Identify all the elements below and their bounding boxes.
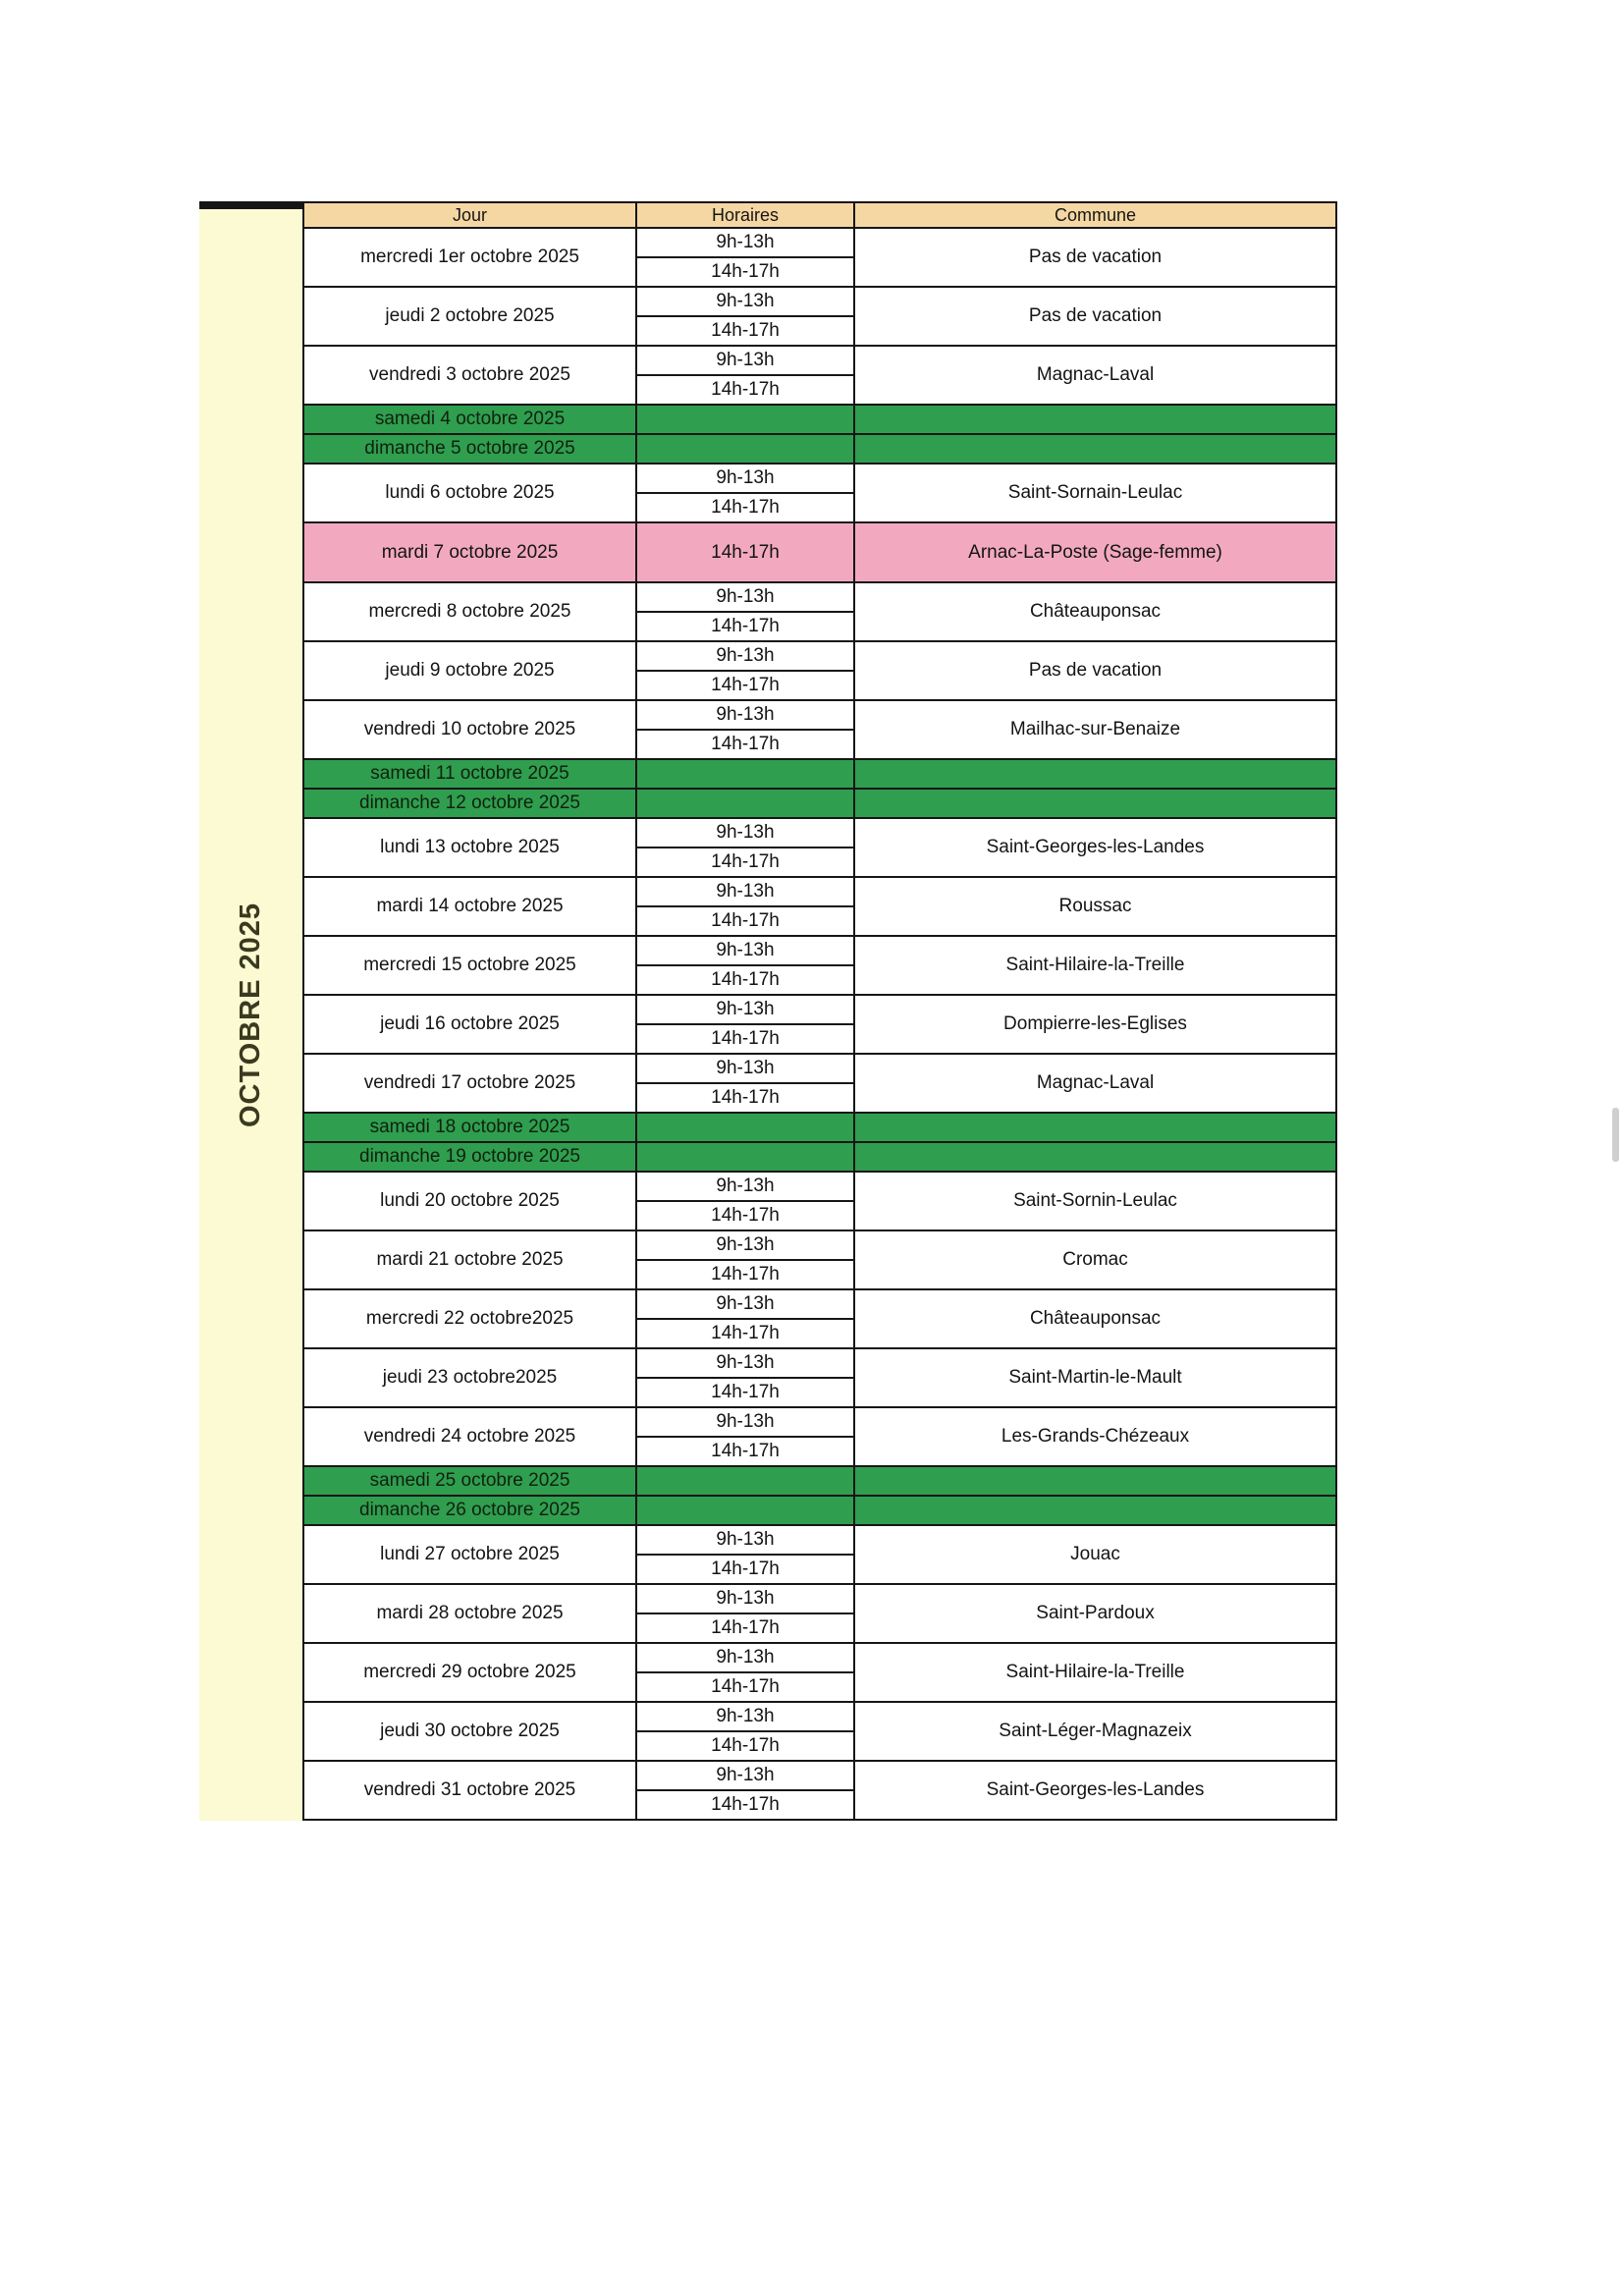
horaire-cell: 14h-17h [636,1378,854,1407]
jour-cell: jeudi 16 octobre 2025 [303,995,636,1054]
commune-cell: Jouac [854,1525,1336,1584]
horaire-cell: 9h-13h [636,1348,854,1378]
commune-cell: Saint-Sornain-Leulac [854,464,1336,522]
horaire-cell: 14h-17h [636,1319,854,1348]
jour-cell: jeudi 30 octobre 2025 [303,1702,636,1761]
month-sidebar [199,201,302,1821]
table-row [303,228,1336,257]
commune-cell [854,405,1336,434]
jour-cell: mardi 7 octobre 2025 [303,522,636,582]
special-row [303,522,1336,582]
commune-cell [854,1113,1336,1142]
jour-cell: mercredi 8 octobre 2025 [303,582,636,641]
scan-artifact [1612,1108,1619,1162]
horaire-cell: 14h-17h [636,493,854,522]
horaire-cell: 14h-17h [636,1260,854,1289]
table-row [303,1702,1336,1731]
jour-cell: mercredi 1er octobre 2025 [303,228,636,287]
horaire-cell: 9h-13h [636,1761,854,1790]
commune-cell [854,1496,1336,1525]
horaire-cell: 14h-17h [636,730,854,759]
horaire-cell [636,1466,854,1496]
horaire-cell [636,434,854,464]
horaire-cell: 9h-13h [636,1407,854,1437]
horaire-cell: 9h-13h [636,1702,854,1731]
table-row [303,877,1336,906]
horaire-cell: 9h-13h [636,464,854,493]
horaire-cell: 9h-13h [636,995,854,1024]
horaire-cell: 9h-13h [636,1172,854,1201]
horaire-cell: 14h-17h [636,1437,854,1466]
horaire-cell: 9h-13h [636,287,854,316]
commune-cell: Pas de vacation [854,228,1336,287]
weekend-row [303,759,1336,789]
commune-cell: Châteauponsac [854,582,1336,641]
jour-cell: vendredi 24 octobre 2025 [303,1407,636,1466]
commune-cell: Arnac-La-Poste (Sage-femme) [854,522,1336,582]
horaire-cell [636,1113,854,1142]
horaire-cell: 14h-17h [636,906,854,936]
schedule-document [199,201,1337,1821]
table-row [303,287,1336,316]
horaire-cell: 9h-13h [636,700,854,730]
table-row [303,936,1336,965]
horaire-cell: 14h-17h [636,1731,854,1761]
jour-cell: samedi 18 octobre 2025 [303,1113,636,1142]
table-row [303,818,1336,847]
jour-cell: vendredi 3 octobre 2025 [303,346,636,405]
table-row [303,700,1336,730]
jour-cell: samedi 4 octobre 2025 [303,405,636,434]
horaire-cell [636,1496,854,1525]
horaire-cell: 9h-13h [636,818,854,847]
jour-cell: jeudi 2 octobre 2025 [303,287,636,346]
horaire-cell: 14h-17h [636,522,854,582]
jour-cell: dimanche 5 octobre 2025 [303,434,636,464]
table-row [303,582,1336,612]
commune-cell: Magnac-Laval [854,1054,1336,1113]
jour-cell: dimanche 12 octobre 2025 [303,789,636,818]
jour-cell: jeudi 23 octobre2025 [303,1348,636,1407]
commune-cell [854,1466,1336,1496]
header-horaires: Horaires [636,202,854,228]
jour-cell: samedi 11 octobre 2025 [303,759,636,789]
commune-cell: Saint-Georges-les-Landes [854,818,1336,877]
commune-cell [854,789,1336,818]
weekend-row [303,1142,1336,1172]
table-row [303,641,1336,671]
commune-cell: Magnac-Laval [854,346,1336,405]
jour-cell: vendredi 17 octobre 2025 [303,1054,636,1113]
commune-cell: Mailhac-sur-Benaize [854,700,1336,759]
horaire-cell: 14h-17h [636,1672,854,1702]
weekend-row [303,405,1336,434]
jour-cell: vendredi 10 octobre 2025 [303,700,636,759]
jour-cell: lundi 20 octobre 2025 [303,1172,636,1230]
commune-cell [854,434,1336,464]
commune-cell: Pas de vacation [854,641,1336,700]
commune-cell: Saint-Georges-les-Landes [854,1761,1336,1820]
jour-cell: dimanche 19 octobre 2025 [303,1142,636,1172]
horaire-cell: 14h-17h [636,375,854,405]
horaire-cell: 9h-13h [636,877,854,906]
horaire-cell [636,405,854,434]
table-row [303,1230,1336,1260]
jour-cell: mercredi 22 octobre2025 [303,1289,636,1348]
table-row [303,1584,1336,1613]
horaire-cell: 9h-13h [636,228,854,257]
jour-cell: mardi 14 octobre 2025 [303,877,636,936]
jour-cell: samedi 25 octobre 2025 [303,1466,636,1496]
horaire-cell: 9h-13h [636,582,854,612]
horaire-cell: 14h-17h [636,612,854,641]
jour-cell: lundi 27 octobre 2025 [303,1525,636,1584]
table-row [303,464,1336,493]
schedule-table [302,201,1337,1821]
weekend-row [303,1113,1336,1142]
horaire-cell: 14h-17h [636,1083,854,1113]
jour-cell: jeudi 9 octobre 2025 [303,641,636,700]
horaire-cell: 9h-13h [636,1584,854,1613]
table-row [303,1761,1336,1790]
jour-cell: mercredi 29 octobre 2025 [303,1643,636,1702]
weekend-row [303,789,1336,818]
table-row [303,1172,1336,1201]
table-row [303,1348,1336,1378]
horaire-cell [636,789,854,818]
table-row [303,1054,1336,1083]
horaire-cell: 9h-13h [636,936,854,965]
jour-cell: mardi 21 octobre 2025 [303,1230,636,1289]
horaire-cell: 14h-17h [636,1201,854,1230]
commune-cell [854,1142,1336,1172]
horaire-cell: 14h-17h [636,257,854,287]
horaire-cell: 14h-17h [636,1024,854,1054]
jour-cell: mercredi 15 octobre 2025 [303,936,636,995]
commune-cell: Saint-Sornin-Leulac [854,1172,1336,1230]
month-label: OCTOBRE 2025 [235,902,267,1128]
commune-cell: Saint-Hilaire-la-Treille [854,1643,1336,1702]
horaire-cell: 14h-17h [636,1555,854,1584]
table-row [303,1407,1336,1437]
horaire-cell [636,759,854,789]
commune-cell [854,759,1336,789]
table-row [303,995,1336,1024]
horaire-cell: 9h-13h [636,1230,854,1260]
table-row [303,1643,1336,1672]
horaire-cell: 14h-17h [636,671,854,700]
commune-cell: Saint-Léger-Magnazeix [854,1702,1336,1761]
table-row [303,1289,1336,1319]
jour-cell: lundi 13 octobre 2025 [303,818,636,877]
jour-cell: vendredi 31 octobre 2025 [303,1761,636,1820]
schedule-table-body [303,228,1336,1820]
commune-cell: Châteauponsac [854,1289,1336,1348]
header-commune: Commune [854,202,1336,228]
weekend-row [303,434,1336,464]
jour-cell: lundi 6 octobre 2025 [303,464,636,522]
weekend-row [303,1496,1336,1525]
horaire-cell: 14h-17h [636,1613,854,1643]
header-jour: Jour [303,202,636,228]
jour-cell: dimanche 26 octobre 2025 [303,1496,636,1525]
commune-cell: Roussac [854,877,1336,936]
horaire-cell: 14h-17h [636,965,854,995]
commune-cell: Saint-Hilaire-la-Treille [854,936,1336,995]
commune-cell: Les-Grands-Chézeaux [854,1407,1336,1466]
horaire-cell: 9h-13h [636,1054,854,1083]
commune-cell: Saint-Martin-le-Mault [854,1348,1336,1407]
table-header-row [303,202,1336,228]
horaire-cell: 9h-13h [636,1643,854,1672]
table-row [303,346,1336,375]
jour-cell: mardi 28 octobre 2025 [303,1584,636,1643]
table-row [303,1525,1336,1555]
commune-cell: Cromac [854,1230,1336,1289]
horaire-cell: 9h-13h [636,1525,854,1555]
horaire-cell: 9h-13h [636,346,854,375]
horaire-cell: 9h-13h [636,1289,854,1319]
horaire-cell: 14h-17h [636,847,854,877]
commune-cell: Dompierre-les-Eglises [854,995,1336,1054]
commune-cell: Pas de vacation [854,287,1336,346]
horaire-cell [636,1142,854,1172]
horaire-cell: 9h-13h [636,641,854,671]
horaire-cell: 14h-17h [636,316,854,346]
weekend-row [303,1466,1336,1496]
commune-cell: Saint-Pardoux [854,1584,1336,1643]
horaire-cell: 14h-17h [636,1790,854,1820]
